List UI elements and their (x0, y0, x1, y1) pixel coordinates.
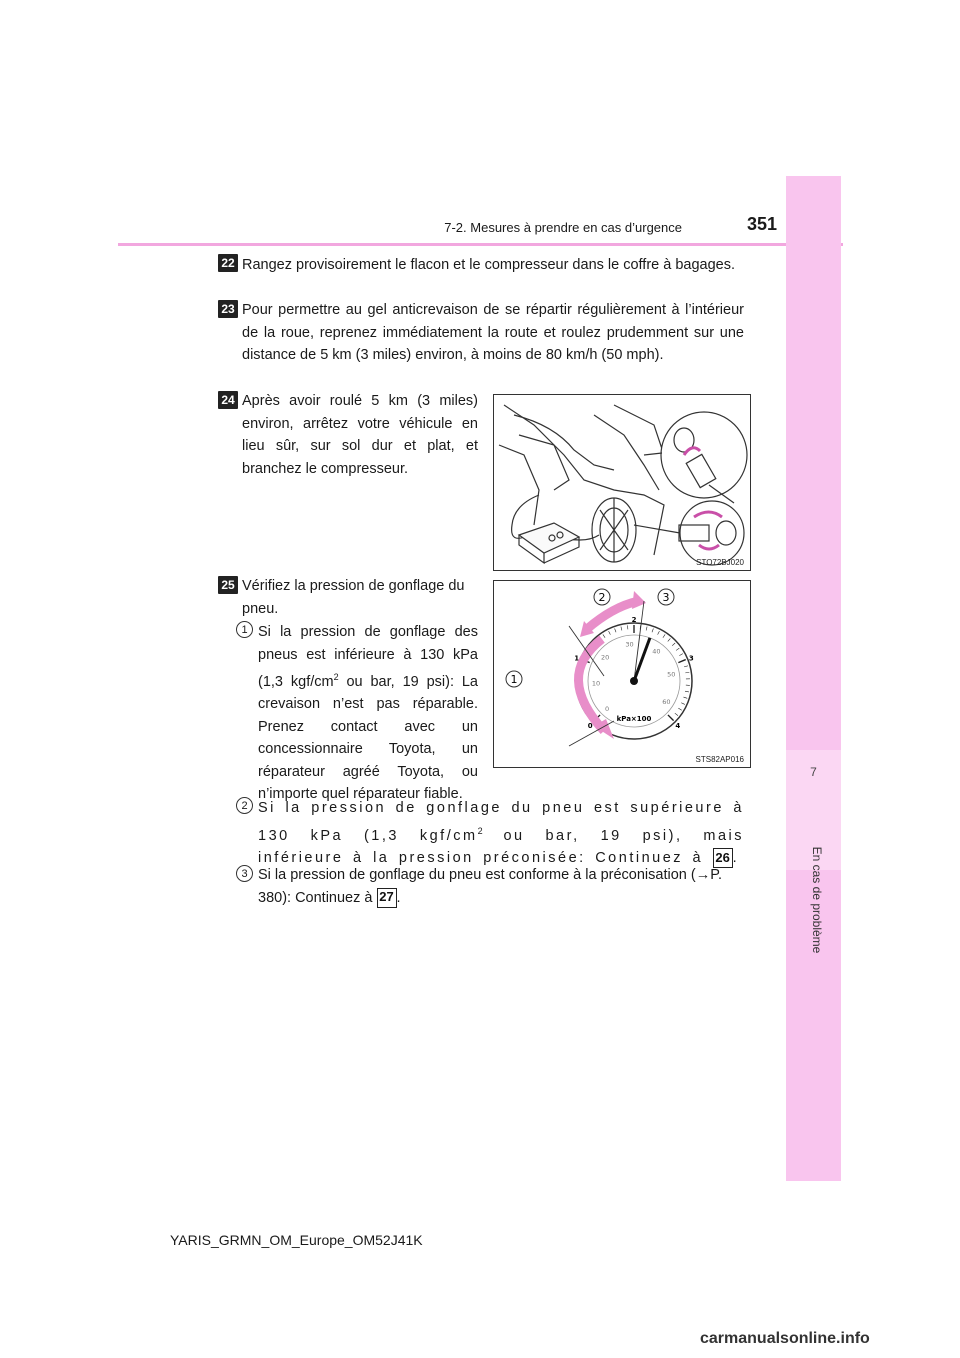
compressor-illustration (494, 395, 750, 570)
step-22-text: Rangez provisoirement le flacon et le compresseur dans le coffre à bagages. (242, 257, 736, 273)
compressor-figure (493, 394, 751, 571)
step-badge-22: 22 (218, 254, 238, 272)
gauge-kpa-label: 1 (574, 654, 580, 663)
sub-item-3-text-a: Si la pression de gonflage du pneu est conforme à la préconisation ( (258, 867, 696, 883)
sub-item-2-text-b: ou bar, 19 psi), mais inférieure à la pression préconisée: Continuez à (258, 827, 745, 866)
step-badge-24: 24 (218, 391, 238, 409)
gauge-kpa-label: 4 (675, 721, 681, 730)
gauge-kpa-label: 0 (587, 721, 593, 730)
sub-item-number-1: 1 (236, 621, 253, 638)
chapter-number: 7 (810, 765, 817, 779)
figure-code-gauge: STS82AP016 (695, 755, 744, 764)
watermark: carmanualsonline.info (700, 1330, 870, 1347)
header-divider (118, 243, 843, 246)
sub-item-2-sup: 2 (477, 825, 483, 836)
step-25-text: Vérifiez la pression de gonflage du pneu. (242, 578, 465, 617)
gauge-unit-label: kPa×100 (616, 715, 652, 723)
svg-text:2: 2 (598, 591, 606, 604)
gauge-psi-label: 0 (605, 704, 610, 713)
footer-document-code: YARIS_GRMN_OM_Europe_OM52J41K (170, 1232, 423, 1248)
chapter-side-tab (786, 176, 841, 1181)
callout-1 (506, 671, 522, 687)
sub-item-2-text-c: . (732, 849, 740, 866)
sub-item-1-sup: 2 (333, 672, 339, 682)
page-number: 351 (746, 214, 777, 234)
sub-item-3-text-b[interactable]: P. 380): Continuez à (258, 867, 723, 906)
sub-item-number-3: 3 (236, 865, 253, 882)
svg-text:3: 3 (662, 591, 670, 604)
sub-item-3-text (258, 864, 744, 909)
chapter-title: En cas de problème (810, 846, 824, 954)
pressure-gauge-illustration (494, 581, 750, 767)
sub-item-2-text-a: Si la pression de gonflage du pneu est supérieure à 130 kPa (1,3 kgf/cm (258, 800, 744, 844)
ref-badge-27[interactable]: 27 (377, 888, 397, 908)
gauge-psi-label: 30 (625, 640, 634, 649)
callout-3 (658, 589, 674, 605)
callout-2 (594, 589, 610, 605)
gauge-psi-label: 20 (600, 653, 610, 662)
gauge-kpa-label: 2 (631, 616, 637, 624)
sub-item-1-text (258, 621, 478, 806)
sub-item-3-text-c: . (396, 889, 401, 906)
sub-item-number-2: 2 (236, 797, 253, 814)
step-badge-23: 23 (218, 300, 238, 318)
gauge-psi-label: 50 (667, 670, 676, 679)
gauge-kpa-label: 3 (688, 654, 694, 663)
gauge-psi-label: 40 (652, 647, 661, 656)
sub-item-2-text (258, 797, 744, 869)
sub-item-1-text-b: ou bar, 19 psi): La crevaison n’est pas réparable. Prenez contact avec un concessionnaire Toyota, un réparateur agréé Toyota, ou n’importe quel réparateur fiable. (258, 673, 478, 803)
step-23-text: Pour permettre au gel anticrevaison de se répartir régulièrement à l’intérieur de la roue, reprenez immédiatement la route et roulez prudemment sur une distance de 5 km (3 miles) environ, à moins de 80 km/h (50 mph). (242, 302, 744, 363)
svg-text:1: 1 (510, 673, 518, 686)
arrow-icon: → (695, 867, 711, 883)
gauge-psi-label: 60 (662, 697, 671, 706)
ref-badge-26[interactable]: 26 (713, 848, 733, 868)
step-badge-25: 25 (218, 576, 238, 594)
section-title: 7-2. Mesures à prendre en cas d’urgence (444, 220, 682, 235)
gauge-psi-label: 10 (591, 679, 601, 688)
gauge-figure (493, 580, 751, 768)
sub-item-1-text-a: Si la pression de gonflage des pneus est inférieure à 130 kPa (1,3 kgf/cm (258, 624, 478, 690)
figure-code-compressor: STO72BJ020 (696, 558, 744, 567)
step-24-text: Après avoir roulé 5 km (3 miles) environ, arrêtez votre véhicule en lieu sûr, sur sol dur et plat, et branchez le compresseur. (242, 393, 478, 477)
